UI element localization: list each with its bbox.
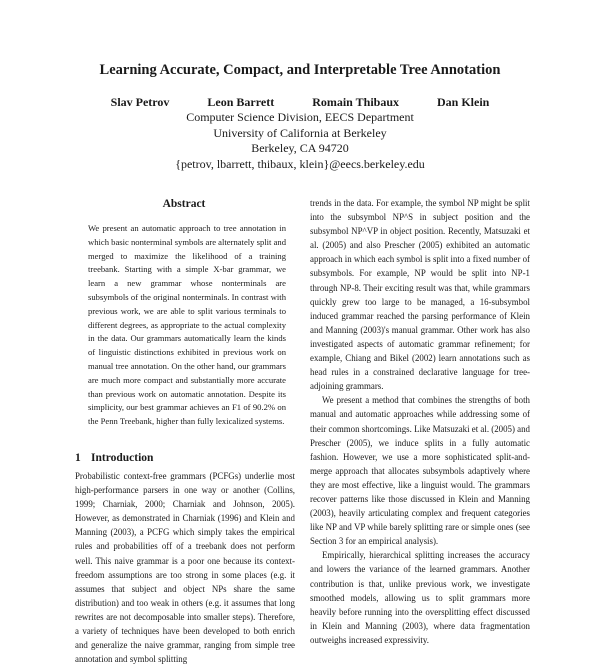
abstract-heading: Abstract: [162, 198, 206, 210]
author-name: Leon Barrett: [207, 95, 275, 109]
author-name: Dan Klein: [437, 95, 490, 109]
affiliation-city: Berkeley, CA 94720: [251, 141, 349, 155]
author-name: Romain Thibaux: [312, 95, 399, 109]
abstract-text: We present an automatic approach to tree annotation in which basic nonterminal symbols are alternately split and merged to maximize the likelihood of a training treebank. Starting with a simple X-bar grammar, we learn a new grammar whose nonterminals are subsymbols of the original nonterminals. In contrast with previous work, we are able to split various terminals to different degrees, as appropriate to the actual complexity in the data. Our grammars automatically learn the kinds of linguistic distinctions exhibited in previous work on manual tree annotation. On the other hand, our grammars are much more compact and substantially more accurate than previous work on automatic annotation. Despite its simplicity, our best grammar achieves an F1 of 90.2% on the Penn Treebank, higher than fully lexicalized systems.: [88, 223, 286, 427]
author-list: [0, 95, 600, 110]
right-column: [310, 196, 530, 647]
affiliation-emails: {petrov, lbarrett, thibaux, klein}@eecs.berkeley.edu: [175, 156, 425, 171]
section-heading: [75, 452, 295, 464]
section-title: Introduction: [91, 452, 154, 464]
affiliation-university: University of California at Berkeley: [213, 125, 387, 140]
introduction-text: [75, 469, 295, 666]
paragraph: Probabilistic context-free grammars (PCFGs) underlie most high-performance parsers in one way or another (Collins, 1999; Charniak, 2000; Charniak and Johnson, 2005). However, as demonstrated in Charniak (1996) and Klein and Manning (2003), a PCFG which simply takes the empirical rules and probabilities off of a treebank does not perform well. This naive grammar is a poor one because its context-freedom assumptions are too strong in some places (e.g. it assumes that subject and object NPs share the same distribution) and too weak in others (e.g. it assumes that long rewrites are not decomposable into smaller steps). Therefore, a variety of techniques have been developed to both enrich and generalize the naive grammar, ranging from simple tree annotation and symbol splitting: [75, 471, 295, 665]
paragraph: Empirically, hierarchical splitting increases the accuracy and lowers the variance of the learned grammars. Another contribution is that, unlike previous work, we investigate smoothed models, allowing us to split grammars more heavily before running into the oversplitting effect discussed in Klein and Manning (2003), where data fragmentation outweighs increased expressivity.: [310, 550, 530, 645]
paper-title: Learning Accurate, Compact, and Interpretable Tree Annotation: [99, 62, 501, 78]
section-number: 1: [75, 452, 81, 464]
paragraph: We present a method that combines the strengths of both manual and automatic approaches while addressing some of their common shortcomings. Like Matsuzaki et al. (2005) and Prescher (2005), we induce splits in a fully automatic fashion. However, we use a more sophisticated split-and-merge approach that allocates subsymbols adaptively where they are most effective, like a linguist would. The grammars recover patterns like those discussed in Klein and Manning (2003), heavily articulating complex and frequent categories like NP and VP while barely splitting rare or simple ones (see Section 3 for an empirical analysis).: [310, 395, 530, 547]
affiliation-block: [0, 110, 600, 172]
author-name: Slav Petrov: [110, 95, 170, 109]
affiliation-department: Computer Science Division, EECS Department: [186, 110, 414, 124]
paragraph: trends in the data. For example, the symbol NP might be split into the subsymbol NP^S in subject position and the subsymbol NP^VP in object position. Recently, Matsuzaki et al. (2005) and also Prescher (2005) exhibited an automatic approach in which each symbol is split into a fixed number of subsymbols. For example, NP would be split into NP-1 through NP-8. Their exciting result was that, while grammars quickly grew too large to be managed, a 16-subsymbol induced grammar reached the parsing performance of Klein and Manning (2003)'s manual grammar. Other work has also investigated aspects of automatic grammar refinement; for example, Chiang and Bikel (2002) learn annotations such as head rules in a constrained declarative language for tree-adjoining grammars.: [310, 198, 530, 392]
